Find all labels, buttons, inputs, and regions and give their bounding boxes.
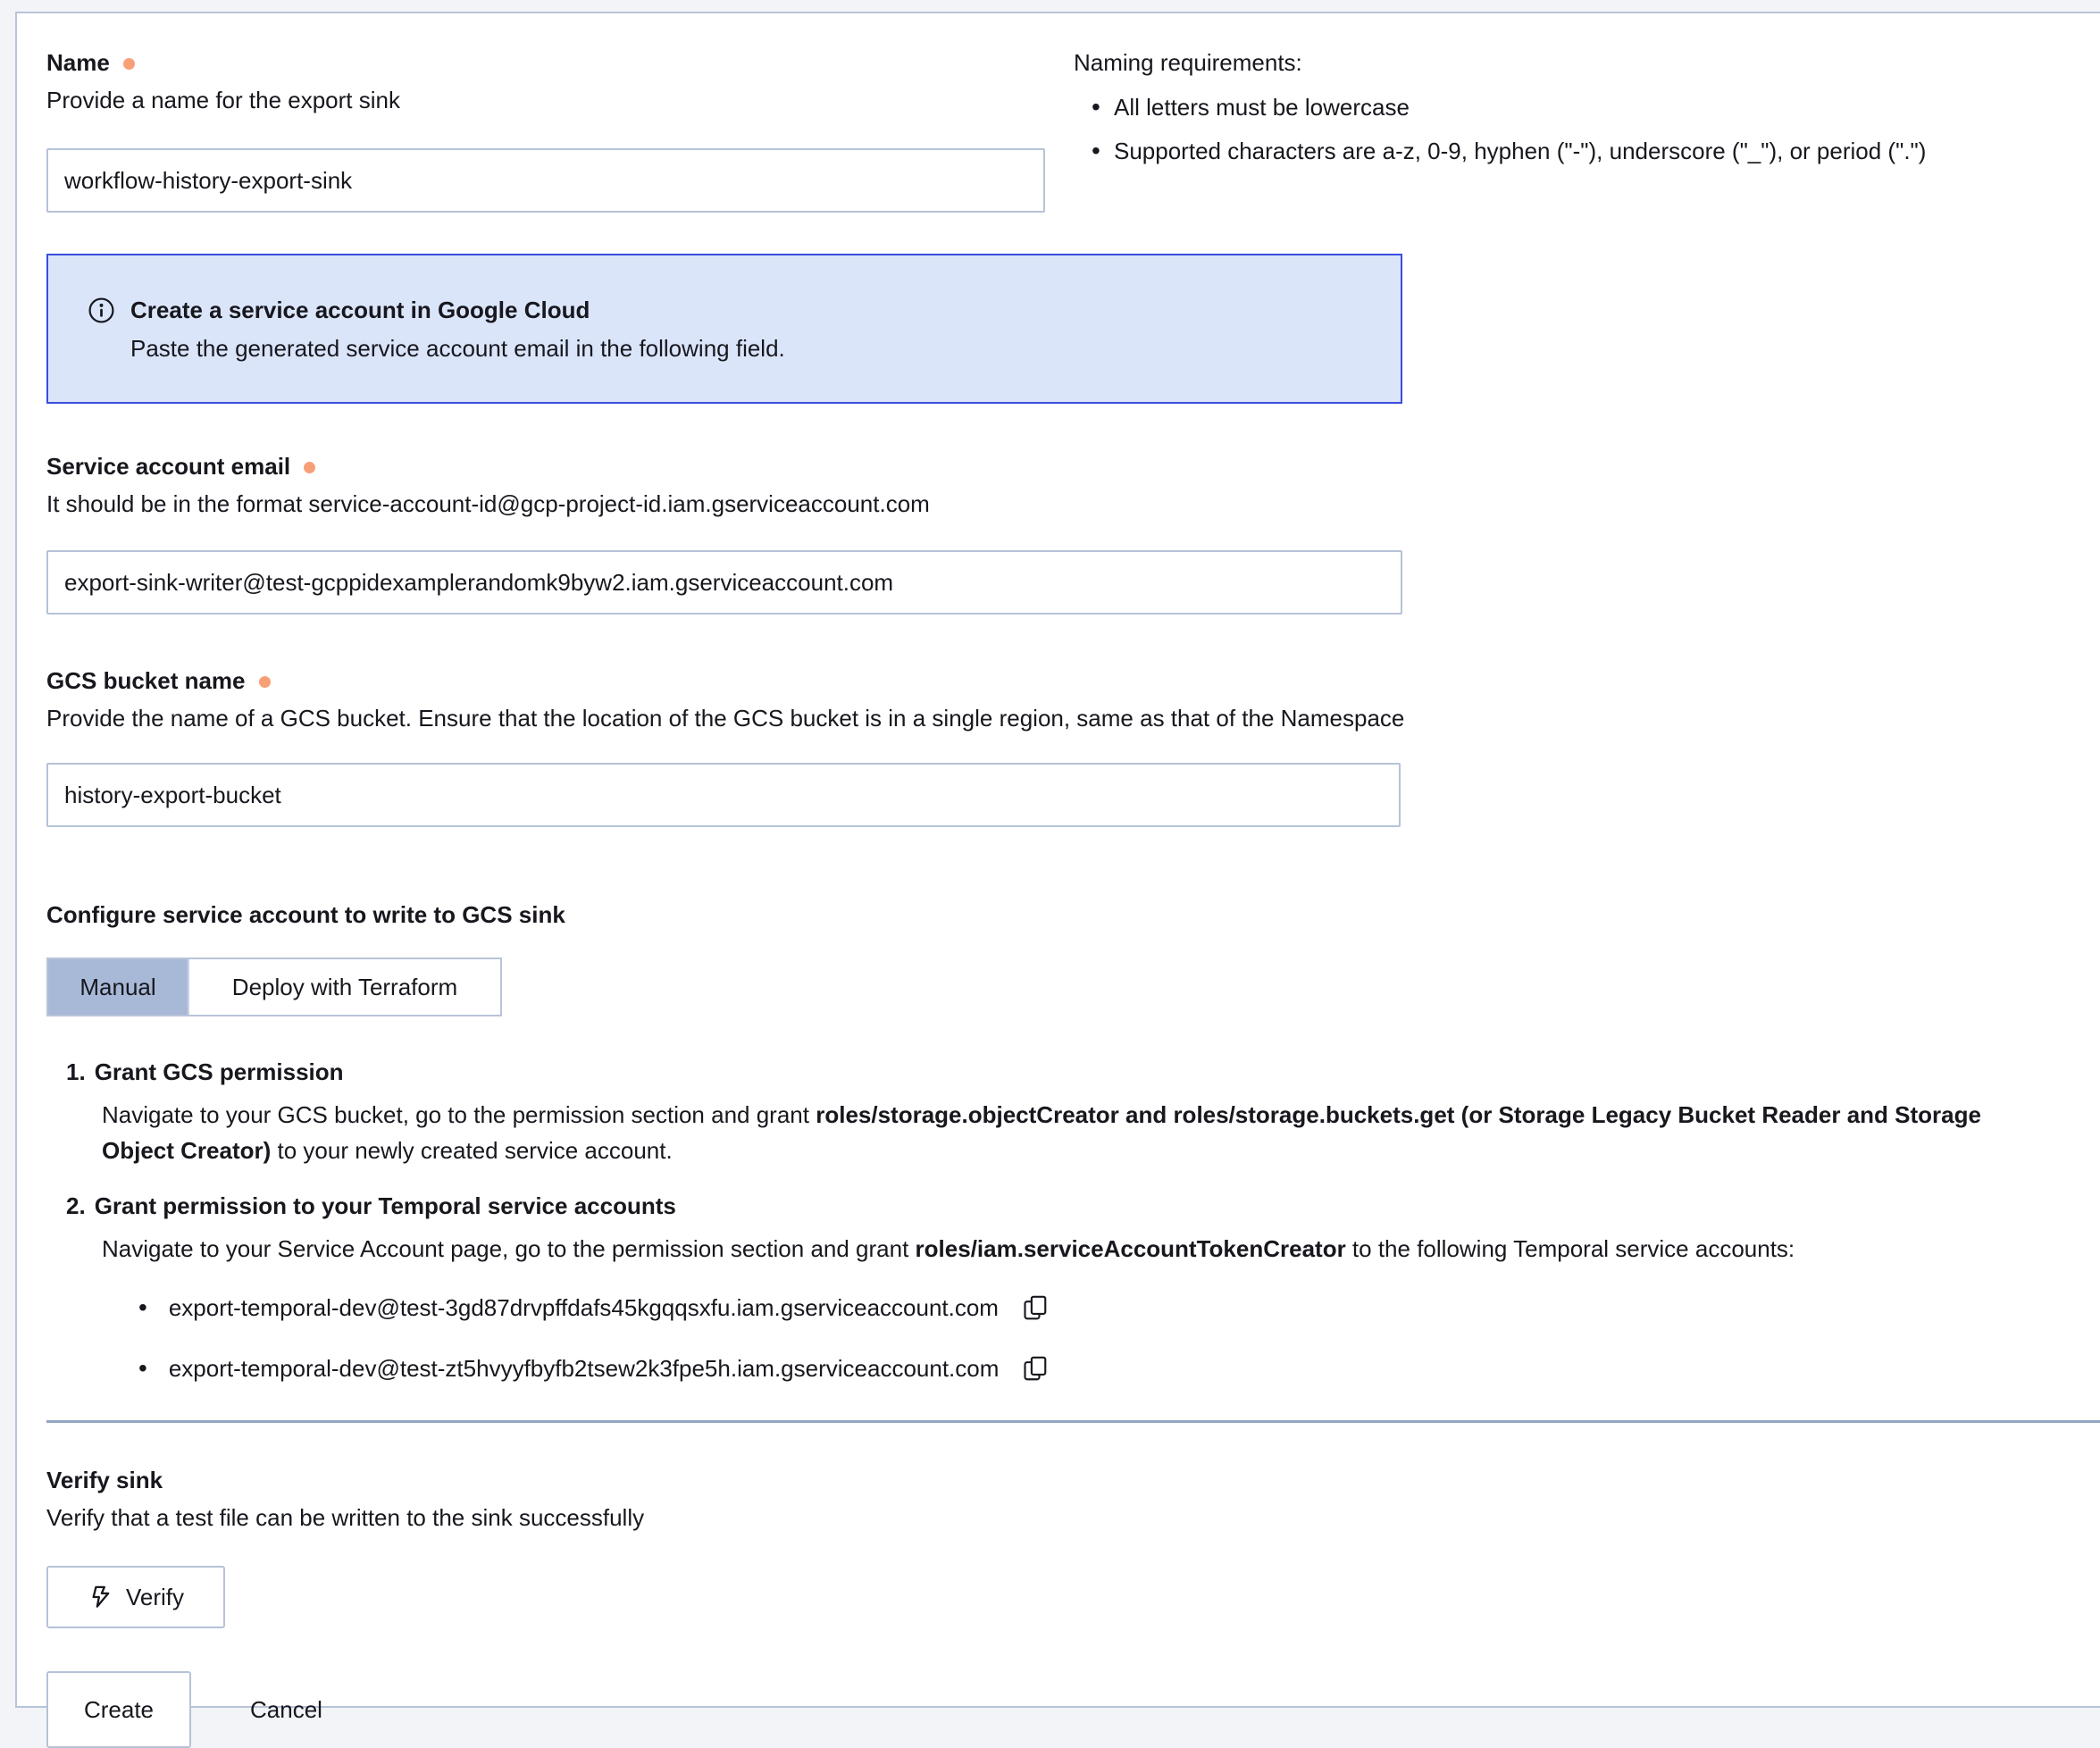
step-body: Navigate to your GCS bucket, go to the permission section and grant roles/storage.objectCreator and roles/storage.buckets.get (or Storage Legacy Bucket Reader and Storage Object Creator) to your newly created service account. xyxy=(46,1097,2051,1168)
step-body: Navigate to your Service Account page, go to the permission section and grant roles/iam.serviceAccountTokenCreator to the following Temporal service accounts: xyxy=(46,1231,2051,1267)
cancel-button[interactable]: Cancel xyxy=(250,1696,322,1724)
required-dot-icon xyxy=(259,676,271,688)
copy-icon xyxy=(1022,1293,1049,1322)
gcs-bucket-section xyxy=(46,663,2068,827)
info-banner-title: Create a service account in Google Cloud xyxy=(130,293,590,327)
export-sink-form-card xyxy=(15,12,2100,1708)
service-account-email-text: export-temporal-dev@test-3gd87drvpffdafs45kgqqsxfu.iam.gserviceaccount.com xyxy=(169,1290,999,1326)
tab-manual[interactable]: Manual xyxy=(48,959,188,1015)
form-actions xyxy=(46,1671,2068,1748)
bullet-icon: • xyxy=(138,1290,147,1326)
configure-tab-group xyxy=(46,958,502,1016)
naming-requirement-item: • Supported characters are a-z, 0-9, hyphen ("-"), underscore ("_"), or period (".") xyxy=(1074,133,2068,169)
configure-section-title: Configure service account to write to GCS sink xyxy=(46,897,2068,933)
required-dot-icon xyxy=(304,462,315,473)
verify-sink-description: Verify that a test file can be written to the sink successfully xyxy=(46,1500,2068,1535)
section-divider xyxy=(46,1420,2100,1423)
info-banner-description: Paste the generated service account email in the following field. xyxy=(130,330,1365,366)
service-account-item xyxy=(138,1351,2068,1386)
required-dot-icon xyxy=(123,58,135,70)
service-account-item xyxy=(138,1290,2068,1326)
step-grant-temporal-permission xyxy=(46,1188,2068,1386)
naming-requirement-item: • All letters must be lowercase xyxy=(1074,89,2068,125)
service-account-email-description: It should be in the format service-account-id@gcp-project-id.iam.gserviceaccount.com xyxy=(46,486,2068,522)
service-account-email-input[interactable] xyxy=(46,550,1402,615)
service-account-email-section xyxy=(46,448,2068,615)
name-input[interactable] xyxy=(46,148,1045,213)
service-account-email-label: Service account email xyxy=(46,448,290,484)
copy-icon xyxy=(1022,1354,1049,1383)
copy-button[interactable] xyxy=(1022,1354,1049,1383)
step-number: 1. xyxy=(66,1054,86,1090)
tab-deploy-with-terraform[interactable]: Deploy with Terraform xyxy=(188,959,500,1015)
naming-requirements xyxy=(1074,45,2068,213)
name-description: Provide a name for the export sink xyxy=(46,82,1074,118)
step-grant-gcs-permission xyxy=(46,1054,2068,1168)
copy-button[interactable] xyxy=(1022,1293,1049,1322)
step-number: 2. xyxy=(66,1188,86,1224)
name-label: Name xyxy=(46,45,110,80)
gcs-bucket-name-label: GCS bucket name xyxy=(46,663,246,698)
info-banner xyxy=(46,254,1402,404)
bullet-icon: • xyxy=(138,1351,147,1386)
lightning-icon xyxy=(88,1585,113,1610)
verify-button[interactable] xyxy=(46,1566,225,1628)
step-title: Grant GCS permission xyxy=(95,1058,344,1085)
naming-requirements-title: Naming requirements: xyxy=(1074,45,2068,80)
gcs-bucket-name-input[interactable] xyxy=(46,763,1401,827)
instruction-steps xyxy=(46,1054,2068,1386)
verify-button-label: Verify xyxy=(126,1584,184,1611)
create-button[interactable]: Create xyxy=(46,1671,191,1748)
gcs-bucket-name-description: Provide the name of a GCS bucket. Ensure that the location of the GCS bucket is in a single region, same as that of the Namespace xyxy=(46,700,2068,736)
service-account-email-text: export-temporal-dev@test-zt5hvyyfbyfb2tsew2k3fpe5h.iam.gserviceaccount.com xyxy=(169,1351,1000,1386)
step-title: Grant permission to your Temporal service accounts xyxy=(95,1192,676,1219)
verify-sink-title: Verify sink xyxy=(46,1462,2068,1498)
info-icon xyxy=(88,297,115,324)
name-section xyxy=(46,45,2068,213)
service-account-list xyxy=(46,1290,2068,1386)
